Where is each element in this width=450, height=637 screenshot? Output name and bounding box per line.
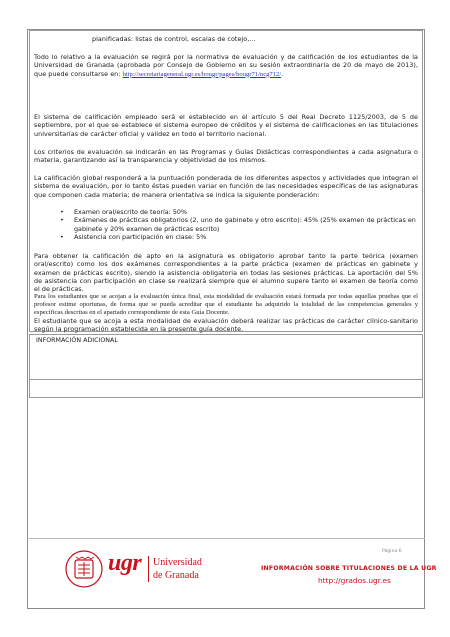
list-item: • Asistencia con participación en clase: 5% <box>60 233 418 241</box>
paragraph-normativa <box>34 53 418 79</box>
university-crest-icon <box>64 549 104 589</box>
weighting-list <box>60 208 418 242</box>
additional-info-section <box>29 334 423 398</box>
university-name-line2: de Granada <box>153 570 199 581</box>
brand-abbreviation: ugr <box>108 550 142 576</box>
paragraph-criterios: Los criterios de evaluación se indicarán en las Programas y Guías Didácticas correspondientes a cada asignatura o materia, garantizando así la transparencia y objetividad de los mismos. <box>34 148 418 165</box>
paragraph-ponderacion: La calificación global responderá a la puntuación ponderada de los diferentes aspectos y actividades que integran el sistema de evaluación, por lo tanto éstas pueden variar en función de las necesidades específicas de las asignaturas que componen cada materia; de manera orientativa se indica la siguiente ponderación: <box>34 174 418 199</box>
university-name <box>153 556 202 582</box>
paragraph-calificacion: El sistema de calificación empleado será el establecido en el artículo 5 del Real Decreto 1125/2003, de 5 de septiembre, por el que se establece el sistema europeo de créditos y el sistema de calificaciones en las titulaciones universitarias de carácter oficial y validez en todo el territorio nacional. <box>34 113 418 138</box>
paragraph-apto: Para obtener la calificación de apto en la asignatura es obligatorio aprobar tanto la parte teórica (examen oral/escrito) como los dos exámenes correspondientes a la parte práctica (examen de prácticas en gabinete y examen de prácticas escrito), siendo la asistencia obligatoria en todas las sesiones prácticas. La aportación del 5% de asistencia con participación en clase se realizará siempre que el alumno supere tanto el examen de teoría como el de prácticas. <box>34 252 418 294</box>
section-divider <box>30 379 422 380</box>
grados-link[interactable]: http://grados.ugr.es <box>318 576 391 585</box>
paragraph-evaluacion-unica: Para los estudiantes que se acojan a la evaluación única final, esta modalidad de evaluación estará formada por todas aquellas pruebas que el profesor estime oportunas, de forma que se pueda acreditar que el estudiante ha adquirido la totalidad de las competencias generales y específicas descritas en el apartado correspondiente de esta Guía Docente. <box>34 293 418 317</box>
normativa-link[interactable]: http://secretariageneral.ugr.es/bougr/pages/bougr71/ncg712/ <box>122 70 282 78</box>
section-title: INFORMACIÓN ADICIONAL <box>36 337 118 344</box>
page-number: Página 6 <box>382 549 402 554</box>
paragraph-normativa-end: . <box>281 69 284 78</box>
brand-separator <box>148 556 149 582</box>
list-item: • Examen oral/escrito de teoría: 50% <box>60 208 418 216</box>
paragraph-normativa-text: Todo lo relativo a la evaluación se regirá por la normativa de evaluación y de calificación de los estudiantes de la Universidad de Granada (aprobada por Consejo de Gobierno en su sesión extraordinaria de 20 de mayo de 2013), que puede consultarse en: <box>34 53 418 78</box>
text-line-top: planificadas: listas de control, escalas de cotejo,... <box>92 35 256 43</box>
university-name-line1: Universidad <box>153 557 202 568</box>
titulaciones-banner: INFORMACIÓN SOBRE TITULACIONES DE LA UGR <box>261 565 437 572</box>
footer-divider <box>27 538 425 539</box>
list-item: • Exámenes de prácticas obligatorios (2, uno de gabinete y otro escrito): 45% (25% examen de prácticas en gabinete y 20% examen de prácticas escrito) <box>60 216 418 233</box>
paragraph-practicas: El estudiante que se acoja a esta modalidad de evaluación deberá realizar las prácticas de carácter clínico-sanitario según la programación establecida en la presente guía docente. <box>34 317 418 334</box>
